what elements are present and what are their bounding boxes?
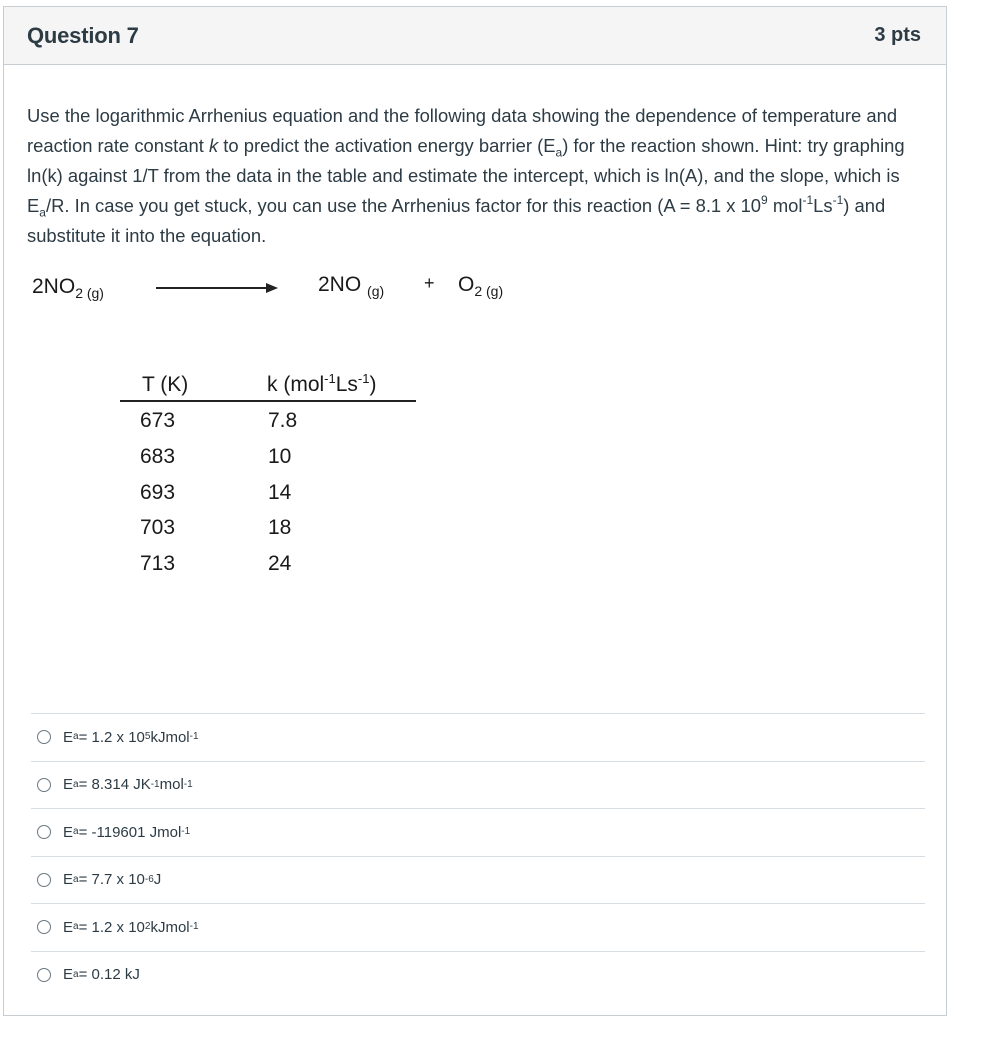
answer-text: = 1.2 x 10 xyxy=(78,918,145,936)
table-header-rate-constant xyxy=(267,373,376,397)
plus-sign: + xyxy=(424,273,435,293)
radio-button[interactable] xyxy=(37,920,51,934)
answer-text: J xyxy=(153,871,162,889)
table-cell-rate: 7.8 xyxy=(268,409,298,432)
answer-text: = 8.314 JK xyxy=(78,776,151,794)
question-points: 3 pts xyxy=(874,24,921,46)
table-header-part: k (mol xyxy=(267,373,325,396)
reaction-equation xyxy=(4,269,604,309)
table-cell-rate: 24 xyxy=(268,552,292,575)
reaction-arrow xyxy=(156,287,268,289)
table-cell-rate: 14 xyxy=(268,481,292,504)
question-text-sub: a xyxy=(555,145,563,160)
answer-option-6[interactable]: E a = 0.12 kJ xyxy=(31,951,925,999)
question-text-k: k xyxy=(208,135,219,156)
radio-button[interactable] xyxy=(37,730,51,744)
question-text-part: Ls xyxy=(813,195,833,216)
question-header xyxy=(4,7,946,65)
answer-text: E xyxy=(63,823,74,841)
table-cell-temperature: 683 xyxy=(140,445,176,468)
question-title: Question 7 xyxy=(27,22,139,48)
reactant-state: 2 (g) xyxy=(75,285,104,301)
answer-option-3[interactable]: E a = -119601 Jmol -1 xyxy=(31,808,925,856)
data-table xyxy=(117,373,437,593)
answer-text: = 0.12 kJ xyxy=(78,966,140,984)
table-header-sup: -1 xyxy=(357,371,370,386)
product-o2-state: 2 (g) xyxy=(474,283,504,299)
answer-text: E xyxy=(63,918,74,936)
radio-button[interactable] xyxy=(37,873,51,887)
answer-option-2[interactable]: E a = 8.314 JK -1 mol -1 xyxy=(31,761,925,809)
reactant-formula: 2NO xyxy=(32,275,76,298)
table-header-part: ) xyxy=(369,373,377,396)
product-no-formula: 2NO xyxy=(318,273,362,296)
question-text-sup: -1 xyxy=(832,192,844,207)
question-text xyxy=(27,101,927,251)
reaction-arrow-head-icon xyxy=(266,283,278,293)
answer-text: = 1.2 x 10 xyxy=(78,728,145,746)
answer-text: E xyxy=(63,871,74,889)
answer-option-5[interactable]: E a = 1.2 x 10 2 kJmol -1 xyxy=(31,903,925,951)
answer-text: E xyxy=(63,966,74,984)
product-o2-formula: O xyxy=(458,273,475,296)
question-card xyxy=(3,6,947,1016)
table-header-rule xyxy=(120,400,416,402)
question-text-sub: a xyxy=(39,205,46,220)
question-text-part: Use the logarithmic Arrhenius equation and the following data showing the dependence of temperature and reaction rate constant xyxy=(27,105,898,156)
answer-option-4[interactable]: E a = 7.7 x 10 -6 J xyxy=(31,856,925,904)
radio-button[interactable] xyxy=(37,968,51,982)
table-header-part: Ls xyxy=(335,373,358,396)
question-text-part: to predict the activation energy barrier (E xyxy=(218,135,556,156)
question-text-part: /R. In case you get stuck, you can use the Arrhenius factor for this reaction (A = 8.1 x 10 xyxy=(45,195,762,216)
answer-text: mol xyxy=(159,776,184,794)
table-cell-temperature: 713 xyxy=(140,552,176,575)
radio-button[interactable] xyxy=(37,778,51,792)
answer-text: E xyxy=(63,776,74,794)
answer-text: = -119601 Jmol xyxy=(78,823,182,841)
table-cell-rate: 18 xyxy=(268,516,292,539)
product-o2 xyxy=(458,273,503,297)
radio-button[interactable] xyxy=(37,825,51,839)
table-cell-temperature: 673 xyxy=(140,409,176,432)
answer-option-1[interactable]: E a = 1.2 x 10 5 kJmol -1 xyxy=(31,713,925,761)
table-header-sup: -1 xyxy=(324,371,336,386)
answer-text: kJmol xyxy=(150,918,190,936)
question-text-sup: -1 xyxy=(802,192,814,207)
table-cell-temperature: 693 xyxy=(140,481,176,504)
question-text-part: mol xyxy=(767,195,803,216)
answer-text: kJmol xyxy=(150,728,190,746)
table-cell-rate: 10 xyxy=(268,445,292,468)
product-no xyxy=(318,273,384,297)
question-text-sup: 9 xyxy=(761,192,768,207)
answer-text: = 7.7 x 10 xyxy=(78,871,145,889)
table-header-temperature: T (K) xyxy=(142,373,189,396)
answer-text: E xyxy=(63,728,74,746)
reactant xyxy=(32,275,104,299)
question-text-part: ) for the reaction shown. Hint: try graphing ln(k) against 1/T from the data in the table and estimate the intercept, which is ln(A), and the slope, which is E xyxy=(27,135,905,216)
answer-list xyxy=(31,713,925,998)
question-text-part: ) and substitute it into the equation. xyxy=(27,195,886,246)
table-cell-temperature: 703 xyxy=(140,516,176,539)
product-no-state: (g) xyxy=(367,283,385,299)
